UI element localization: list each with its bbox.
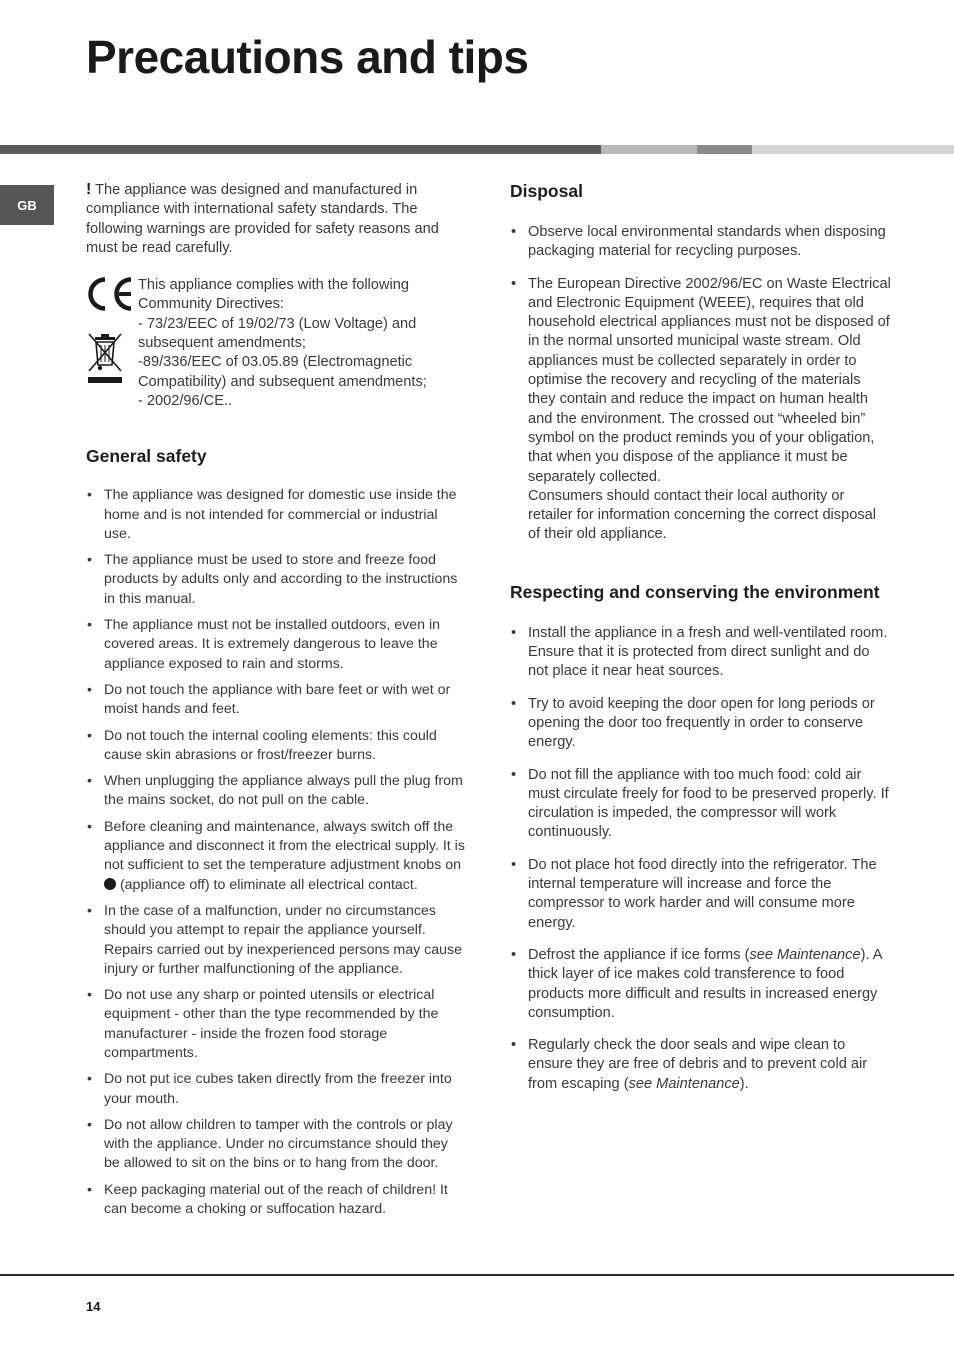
list-item: • When unplugging the appliance always pull the plug from the mains socket, do not pull on the cable.	[86, 772, 466, 811]
warning-mark: !	[86, 181, 92, 198]
intro-paragraph: ! The appliance was designed and manufactured in compliance with international safety standards. The following warnings are provided for safety reasons and must be read carefully.	[86, 181, 439, 256]
general-safety-list	[86, 486, 466, 1219]
list-item: • The appliance must be used to store and freeze food products by adults only and according to the instructions in this manual.	[86, 551, 466, 609]
list-item: • Before cleaning and maintenance, always switch off the appliance and disconnect it from the electrical supply. It is not sufficient to set the temperature adjustment knobs on (appliance off) to eliminate all electrical contact.	[86, 818, 466, 895]
compliance-line: -89/336/EEC of 03.05.89 (Electromagnetic Compatibility) and subsequent amendments;	[138, 354, 427, 390]
list-item: • Do not touch the internal cooling elements: this could cause skin abrasions or frost/freezer burns.	[86, 727, 466, 766]
footer-rule	[0, 1274, 954, 1276]
crossed-out-wheeled-bin-icon	[86, 331, 124, 385]
disposal-contact-note: Consumers should contact their local authority or retailer for information concerning the correct disposal of their old appliance.	[528, 487, 876, 543]
header-color-bar	[0, 145, 954, 154]
left-column	[86, 180, 466, 1226]
list-item: • Defrost the appliance if ice forms (see Maintenance). A thick layer of ice makes cold transference to food products more difficult and results in increased energy consumption.	[510, 946, 892, 1023]
language-tab: GB	[0, 185, 54, 225]
compliance-line: - 2002/96/CE..	[138, 392, 233, 409]
compliance-line: This appliance complies with the following Community Directives:	[138, 277, 409, 313]
section-heading-disposal: Disposal	[510, 181, 583, 201]
list-item: • The European Directive 2002/96/EC on Waste Electrical and Electronic Equipment (WEEE), requires that old household electrical appliances must not be disposed of in the normal unsorted municipal waste stream. Old appliances must be collected separately in order to optimise the recovery and recycling of the materials they contain and reduce the impact on human health and the environment. The crossed out “wheeled bin” symbol on the product reminds you of your obligation, that when you dispose of the appliance it must be separately collected. Consumers should contact their local authority or retailer for information concerning the correct disposal of their old appliance.	[510, 275, 892, 545]
section-heading-environment: Respecting and conserving the environment	[510, 581, 880, 602]
list-item: • Install the appliance in a fresh and well-ventilated room. Ensure that it is protected from direct sunlight and do not place it near heat sources.	[510, 624, 892, 682]
list-item: • Observe local environmental standards when disposing packaging material for recycling purposes.	[510, 223, 892, 262]
list-item: • Do not place hot food directly into the refrigerator. The internal temperature will increase and force the compressor to work harder and will consume more energy.	[510, 856, 892, 933]
compliance-block	[86, 276, 466, 411]
environment-list	[510, 624, 892, 1094]
compliance-line: - 73/23/EEC of 19/02/73 (Low Voltage) and subsequent amendments;	[138, 315, 417, 352]
list-item: • Keep packaging material out of the reach of children! It can become a choking or suffocation hazard.	[86, 1181, 466, 1220]
list-item: • Regularly check the door seals and wipe clean to ensure they are free of debris and to prevent cold air from escaping (see Maintenance).	[510, 1036, 892, 1094]
list-item: • Do not touch the appliance with bare feet or with wet or moist hands and feet.	[86, 681, 466, 720]
cross-reference: see Maintenance	[749, 946, 861, 963]
list-item: • In the case of a malfunction, under no circumstances should you attempt to repair the appliance yourself. Repairs carried out by inexperienced persons may cause injury or further malfunctioning of the appliance.	[86, 902, 466, 979]
list-item: • The appliance must not be installed outdoors, even in covered areas. It is extremely dangerous to leave the appliance exposed to rain and storms.	[86, 616, 466, 674]
disposal-list	[510, 223, 892, 545]
section-heading-general-safety: General safety	[86, 446, 207, 467]
list-item: • The appliance was designed for domestic use inside the home and is not intended for commercial or industrial use.	[86, 486, 466, 544]
page-number: 14	[86, 1299, 101, 1314]
filled-circle-off-icon	[104, 878, 116, 890]
list-item: • Do not use any sharp or pointed utensils or electrical equipment - other than the type recommended by the manufacturer - inside the frozen food storage compartments.	[86, 986, 466, 1063]
list-item: • Do not fill the appliance with too much food: cold air must circulate freely for food to be preserved properly. If circulation is impeded, the compressor will work continuously.	[510, 766, 892, 843]
ce-mark-icon	[86, 276, 136, 312]
cross-reference: see Maintenance	[628, 1075, 740, 1092]
list-item: • Do not put ice cubes taken directly from the freezer into your mouth.	[86, 1070, 466, 1109]
page-title: Precautions and tips	[86, 31, 529, 83]
list-item: • Do not allow children to tamper with the controls or play with the appliance. Under no circumstance should they be allowed to sit on the bins or to hang from the door.	[86, 1116, 466, 1174]
right-column	[510, 180, 892, 1107]
list-item: • Try to avoid keeping the door open for long periods or opening the door too frequently in order to conserve energy.	[510, 695, 892, 753]
